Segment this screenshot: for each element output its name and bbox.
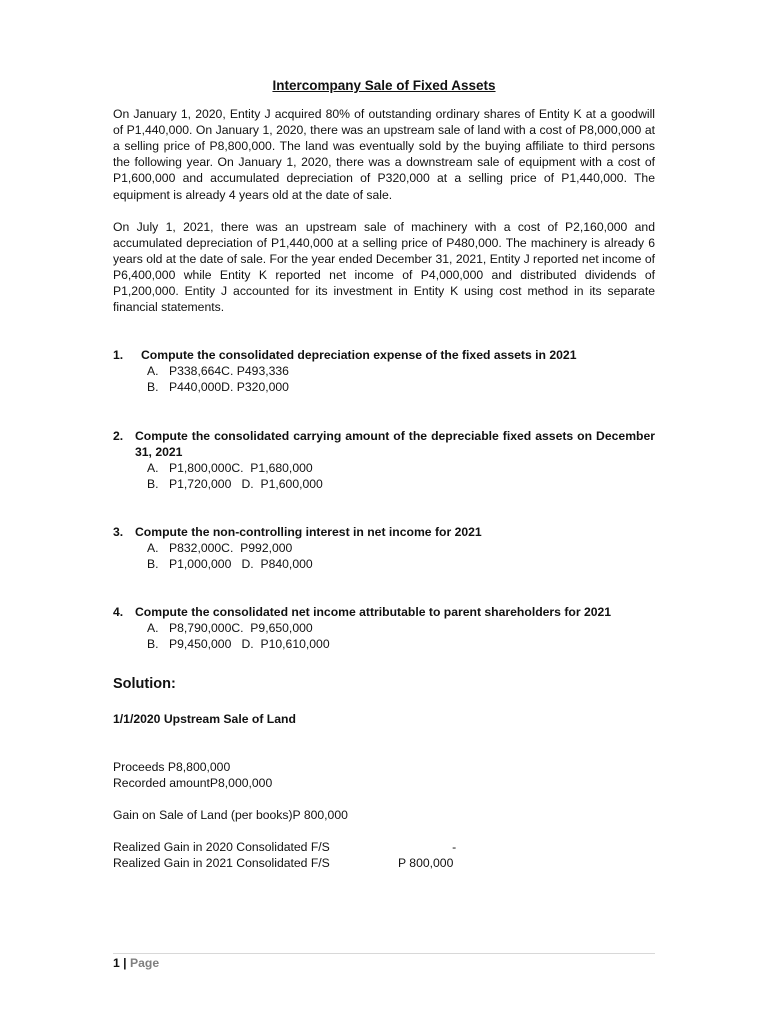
option-letter: A. (147, 364, 159, 379)
option-text: P9,450,000 D. P10,610,000 (169, 637, 330, 652)
page-separator: | (119, 956, 130, 970)
option-text: P1,000,000 D. P840,000 (169, 557, 313, 572)
option-letter: A. (147, 540, 159, 555)
option-text: P338,664C. P493,336 (169, 364, 289, 379)
page-label: Page (129, 956, 160, 970)
option-text: P832,000C. P992,000 (169, 540, 293, 555)
option-row (147, 556, 655, 572)
option-text: P440,000D. P320,000 (169, 380, 289, 395)
realized-gain-2020-row (113, 839, 655, 855)
option-letter: B. (147, 476, 159, 491)
question-number: 4. (113, 605, 124, 620)
proceeds-line: Proceeds P8,800,000 (113, 759, 231, 774)
question-1 (113, 347, 655, 395)
solution-subheading: 1/1/2020 Upstream Sale of Land (113, 711, 296, 726)
question-options (147, 363, 655, 395)
page-number: 1 (113, 956, 120, 970)
option-row (147, 460, 655, 476)
option-row (147, 636, 655, 652)
question-number: 1. (113, 348, 124, 363)
solution-heading: Solution: (113, 676, 176, 693)
option-text: P1,720,000 D. P1,600,000 (169, 476, 323, 491)
intro-paragraph-2: On July 1, 2021, there was an upstream sale of machinery with a cost of P2,160,000 and accumulated depreciation of P1,440,000 at a selling price of P480,000. The machinery is already 6 years old at the date of sale. For the year ended December 31, 2021, Entity J reported net income of P6,400,000 while Entity K reported net income of P4,000,000 and distributed dividends of P1,200,000. Entity J accounted for its investment in Entity K using cost method in its separate financial statements. (113, 219, 655, 315)
option-letter: A. (147, 460, 159, 475)
option-letter: B. (147, 637, 159, 652)
question-number: 3. (113, 524, 124, 539)
document-body (113, 78, 655, 871)
question-text: Compute the consolidated carrying amount of the depreciable fixed assets on December 31, 2021 (135, 428, 655, 459)
question-text: Compute the non-controlling interest in net income for 2021 (135, 524, 482, 539)
realized-gain-value: P 800,000 (398, 856, 454, 870)
realized-gain-value: - (398, 839, 457, 854)
question-2 (113, 428, 655, 492)
question-options (147, 540, 655, 572)
question-options (147, 460, 655, 492)
question-3 (113, 524, 655, 572)
realized-gain-2021-row (113, 855, 655, 871)
document-title: Intercompany Sale of Fixed Assets (272, 78, 496, 93)
realized-gain-label: Realized Gain in 2021 Consolidated F/S (113, 856, 330, 870)
question-4 (113, 604, 655, 652)
realized-gain-label: Realized Gain in 2020 Consolidated F/S (113, 839, 330, 854)
recorded-amount-line: Recorded amountP8,000,000 (113, 775, 273, 790)
option-row (147, 379, 655, 395)
option-letter: A. (147, 621, 159, 636)
option-row (147, 620, 655, 636)
gain-line: Gain on Sale of Land (per books)P 800,000 (113, 807, 348, 822)
page-footer (113, 953, 655, 970)
question-text: Compute the consolidated depreciation expense of the fixed assets in 2021 (141, 348, 577, 363)
option-row (147, 540, 655, 556)
option-text: P1,800,000C. P1,680,000 (169, 460, 313, 475)
question-text: Compute the consolidated net income attributable to parent shareholders for 2021 (135, 605, 612, 620)
intro-paragraph-1: On January 1, 2020, Entity J acquired 80% of outstanding ordinary shares of Entity K at a goodwill of P1,440,000. On January 1, 2020, there was an upstream sale of land with a cost of P8,000,000 at a selling price of P8,800,000. The land was eventually sold by the buying affiliate to third persons the following year. On January 1, 2020, there was a downstream sale of equipment with a cost of P1,600,000 and accumulated depreciation of P320,000 at a selling price of P1,440,000. The equipment is already 4 years old at the date of sale. (113, 107, 655, 202)
question-options (147, 620, 655, 652)
option-letter: B. (147, 380, 159, 395)
option-text: P8,790,000C. P9,650,000 (169, 621, 313, 636)
question-number: 2. (113, 428, 124, 443)
option-letter: B. (147, 557, 159, 572)
option-row (147, 363, 655, 379)
option-row (147, 476, 655, 492)
